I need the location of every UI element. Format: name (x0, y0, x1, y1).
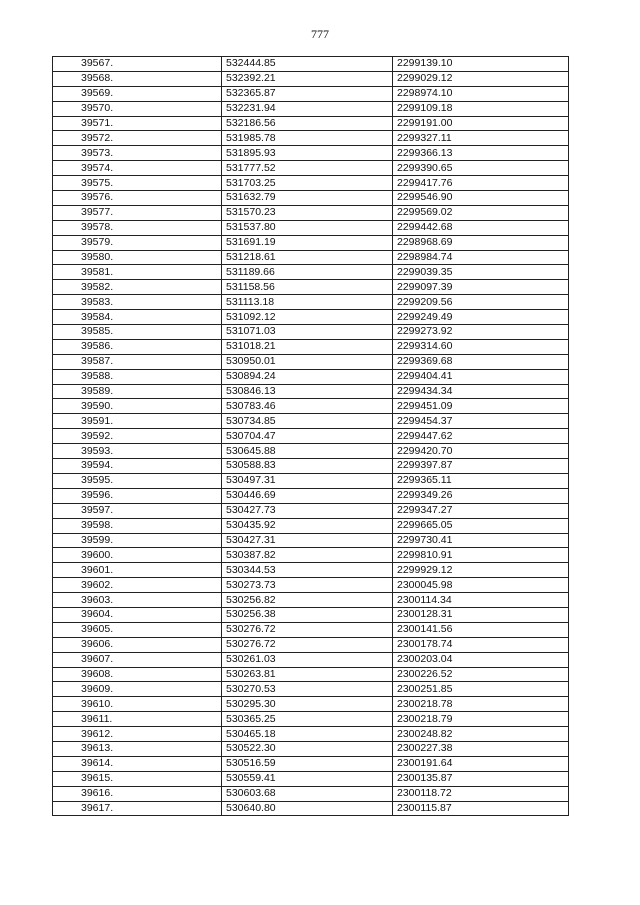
y-coordinate-cell: 2299451.09 (393, 399, 569, 414)
x-coordinate-cell: 530950.01 (222, 354, 393, 369)
x-coordinate-cell: 530783.46 (222, 399, 393, 414)
x-coordinate-cell: 530603.68 (222, 786, 393, 801)
table-row (53, 622, 569, 637)
point-number-cell: 39577. (53, 205, 222, 220)
y-coordinate-cell: 2299665.05 (393, 518, 569, 533)
y-coordinate-cell: 2299569.02 (393, 205, 569, 220)
y-coordinate-cell: 2299420.70 (393, 444, 569, 459)
y-coordinate-cell: 2300115.87 (393, 801, 569, 816)
x-coordinate-cell: 530365.25 (222, 712, 393, 727)
point-number-cell: 39587. (53, 354, 222, 369)
point-number-cell: 39572. (53, 131, 222, 146)
y-coordinate-cell: 2299029.12 (393, 71, 569, 86)
x-coordinate-cell: 531703.25 (222, 176, 393, 191)
x-coordinate-cell: 531092.12 (222, 310, 393, 325)
y-coordinate-cell: 2299349.26 (393, 488, 569, 503)
table-row (53, 667, 569, 682)
table-row (53, 503, 569, 518)
table-row (53, 384, 569, 399)
y-coordinate-cell: 2300114.34 (393, 593, 569, 608)
point-number-cell: 39571. (53, 116, 222, 131)
x-coordinate-cell: 530465.18 (222, 727, 393, 742)
y-coordinate-cell: 2299434.34 (393, 384, 569, 399)
table-row (53, 444, 569, 459)
point-number-cell: 39596. (53, 488, 222, 503)
point-number-cell: 39585. (53, 325, 222, 340)
point-number-cell: 39609. (53, 682, 222, 697)
table-row (53, 369, 569, 384)
y-coordinate-cell: 2299039.35 (393, 265, 569, 280)
x-coordinate-cell: 531189.66 (222, 265, 393, 280)
point-number-cell: 39606. (53, 637, 222, 652)
point-number-cell: 39599. (53, 533, 222, 548)
point-number-cell: 39589. (53, 384, 222, 399)
point-number-cell: 39581. (53, 265, 222, 280)
y-coordinate-cell: 2300191.64 (393, 756, 569, 771)
point-number-cell: 39582. (53, 280, 222, 295)
table-row (53, 265, 569, 280)
y-coordinate-cell: 2299365.11 (393, 473, 569, 488)
point-number-cell: 39579. (53, 235, 222, 250)
table-row (53, 488, 569, 503)
y-coordinate-cell: 2299390.65 (393, 161, 569, 176)
point-number-cell: 39567. (53, 57, 222, 72)
y-coordinate-cell: 2300218.79 (393, 712, 569, 727)
y-coordinate-cell: 2300226.52 (393, 667, 569, 682)
table-row (53, 414, 569, 429)
point-number-cell: 39601. (53, 563, 222, 578)
table-row (53, 786, 569, 801)
point-number-cell: 39608. (53, 667, 222, 682)
table-row (53, 548, 569, 563)
table-row (53, 801, 569, 816)
x-coordinate-cell: 530295.30 (222, 697, 393, 712)
y-coordinate-cell: 2299929.12 (393, 563, 569, 578)
x-coordinate-cell: 532186.56 (222, 116, 393, 131)
y-coordinate-cell: 2299447.62 (393, 429, 569, 444)
x-coordinate-cell: 532365.87 (222, 86, 393, 101)
table-row (53, 682, 569, 697)
table-row (53, 295, 569, 310)
table-row (53, 607, 569, 622)
table-row (53, 473, 569, 488)
point-number-cell: 39578. (53, 220, 222, 235)
table-row (53, 71, 569, 86)
table-row (53, 533, 569, 548)
x-coordinate-cell: 530427.73 (222, 503, 393, 518)
table-row (53, 131, 569, 146)
point-number-cell: 39597. (53, 503, 222, 518)
x-coordinate-cell: 532444.85 (222, 57, 393, 72)
table-row (53, 146, 569, 161)
x-coordinate-cell: 530344.53 (222, 563, 393, 578)
point-number-cell: 39584. (53, 310, 222, 325)
table-row (53, 86, 569, 101)
table-row (53, 310, 569, 325)
x-coordinate-cell: 530497.31 (222, 473, 393, 488)
y-coordinate-cell: 2299442.68 (393, 220, 569, 235)
point-number-cell: 39592. (53, 429, 222, 444)
y-coordinate-cell: 2299404.41 (393, 369, 569, 384)
point-number-cell: 39573. (53, 146, 222, 161)
point-number-cell: 39617. (53, 801, 222, 816)
table-row (53, 235, 569, 250)
table-row (53, 637, 569, 652)
y-coordinate-cell: 2299546.90 (393, 191, 569, 206)
point-number-cell: 39575. (53, 176, 222, 191)
coordinates-table (52, 56, 569, 816)
point-number-cell: 39594. (53, 459, 222, 474)
y-coordinate-cell: 2299454.37 (393, 414, 569, 429)
table-row (53, 459, 569, 474)
point-number-cell: 39613. (53, 741, 222, 756)
x-coordinate-cell: 530894.24 (222, 369, 393, 384)
y-coordinate-cell: 2300118.72 (393, 786, 569, 801)
y-coordinate-cell: 2299191.00 (393, 116, 569, 131)
x-coordinate-cell: 531777.52 (222, 161, 393, 176)
y-coordinate-cell: 2299417.76 (393, 176, 569, 191)
table-row (53, 741, 569, 756)
table-row (53, 727, 569, 742)
table-row (53, 176, 569, 191)
x-coordinate-cell: 530435.92 (222, 518, 393, 533)
table-row (53, 250, 569, 265)
y-coordinate-cell: 2299810.91 (393, 548, 569, 563)
y-coordinate-cell: 2299209.56 (393, 295, 569, 310)
y-coordinate-cell: 2300178.74 (393, 637, 569, 652)
y-coordinate-cell: 2299314.60 (393, 339, 569, 354)
point-number-cell: 39612. (53, 727, 222, 742)
y-coordinate-cell: 2300218.78 (393, 697, 569, 712)
x-coordinate-cell: 530427.31 (222, 533, 393, 548)
table-row (53, 161, 569, 176)
x-coordinate-cell: 530256.82 (222, 593, 393, 608)
table-row (53, 756, 569, 771)
y-coordinate-cell: 2300045.98 (393, 578, 569, 593)
point-number-cell: 39580. (53, 250, 222, 265)
point-number-cell: 39616. (53, 786, 222, 801)
page-number: 777 (311, 27, 329, 41)
y-coordinate-cell: 2298984.74 (393, 250, 569, 265)
table-row (53, 280, 569, 295)
x-coordinate-cell: 531570.23 (222, 205, 393, 220)
y-coordinate-cell: 2299273.92 (393, 325, 569, 340)
point-number-cell: 39569. (53, 86, 222, 101)
x-coordinate-cell: 530559.41 (222, 771, 393, 786)
table-row (53, 652, 569, 667)
point-number-cell: 39607. (53, 652, 222, 667)
x-coordinate-cell: 530516.59 (222, 756, 393, 771)
point-number-cell: 39614. (53, 756, 222, 771)
point-number-cell: 39598. (53, 518, 222, 533)
x-coordinate-cell: 530256.38 (222, 607, 393, 622)
table-row (53, 354, 569, 369)
x-coordinate-cell: 530588.83 (222, 459, 393, 474)
x-coordinate-cell: 531895.93 (222, 146, 393, 161)
point-number-cell: 39583. (53, 295, 222, 310)
y-coordinate-cell: 2299397.87 (393, 459, 569, 474)
x-coordinate-cell: 530276.72 (222, 637, 393, 652)
x-coordinate-cell: 531113.18 (222, 295, 393, 310)
x-coordinate-cell: 530387.82 (222, 548, 393, 563)
x-coordinate-cell: 531071.03 (222, 325, 393, 340)
point-number-cell: 39591. (53, 414, 222, 429)
point-number-cell: 39586. (53, 339, 222, 354)
y-coordinate-cell: 2300227.38 (393, 741, 569, 756)
point-number-cell: 39611. (53, 712, 222, 727)
point-number-cell: 39568. (53, 71, 222, 86)
x-coordinate-cell: 532231.94 (222, 101, 393, 116)
x-coordinate-cell: 531691.19 (222, 235, 393, 250)
y-coordinate-cell: 2299347.27 (393, 503, 569, 518)
table-row (53, 57, 569, 72)
point-number-cell: 39593. (53, 444, 222, 459)
x-coordinate-cell: 531018.21 (222, 339, 393, 354)
point-number-cell: 39574. (53, 161, 222, 176)
y-coordinate-cell: 2300251.85 (393, 682, 569, 697)
x-coordinate-cell: 530734.85 (222, 414, 393, 429)
point-number-cell: 39590. (53, 399, 222, 414)
y-coordinate-cell: 2299139.10 (393, 57, 569, 72)
point-number-cell: 39602. (53, 578, 222, 593)
table-row (53, 399, 569, 414)
table-row (53, 116, 569, 131)
y-coordinate-cell: 2300128.31 (393, 607, 569, 622)
point-number-cell: 39603. (53, 593, 222, 608)
table-row (53, 518, 569, 533)
point-number-cell: 39600. (53, 548, 222, 563)
point-number-cell: 39570. (53, 101, 222, 116)
table-row (53, 101, 569, 116)
table-row (53, 191, 569, 206)
y-coordinate-cell: 2298968.69 (393, 235, 569, 250)
table-row (53, 339, 569, 354)
x-coordinate-cell: 530446.69 (222, 488, 393, 503)
x-coordinate-cell: 530645.88 (222, 444, 393, 459)
coordinates-table-body (53, 57, 569, 816)
x-coordinate-cell: 530704.47 (222, 429, 393, 444)
x-coordinate-cell: 531218.61 (222, 250, 393, 265)
y-coordinate-cell: 2299327.11 (393, 131, 569, 146)
table-row (53, 771, 569, 786)
y-coordinate-cell: 2299369.68 (393, 354, 569, 369)
table-row (53, 429, 569, 444)
table-row (53, 220, 569, 235)
x-coordinate-cell: 530846.13 (222, 384, 393, 399)
table-row (53, 205, 569, 220)
table-row (53, 712, 569, 727)
x-coordinate-cell: 530522.30 (222, 741, 393, 756)
point-number-cell: 39576. (53, 191, 222, 206)
point-number-cell: 39588. (53, 369, 222, 384)
x-coordinate-cell: 530270.53 (222, 682, 393, 697)
x-coordinate-cell: 531632.79 (222, 191, 393, 206)
y-coordinate-cell: 2299097.39 (393, 280, 569, 295)
x-coordinate-cell: 532392.21 (222, 71, 393, 86)
table-row (53, 325, 569, 340)
table-row (53, 563, 569, 578)
table-row (53, 697, 569, 712)
table-row (53, 578, 569, 593)
y-coordinate-cell: 2300203.04 (393, 652, 569, 667)
x-coordinate-cell: 530276.72 (222, 622, 393, 637)
y-coordinate-cell: 2298974.10 (393, 86, 569, 101)
x-coordinate-cell: 530263.81 (222, 667, 393, 682)
y-coordinate-cell: 2300141.56 (393, 622, 569, 637)
x-coordinate-cell: 531158.56 (222, 280, 393, 295)
y-coordinate-cell: 2299109.18 (393, 101, 569, 116)
x-coordinate-cell: 530273.73 (222, 578, 393, 593)
x-coordinate-cell: 530640.80 (222, 801, 393, 816)
point-number-cell: 39604. (53, 607, 222, 622)
x-coordinate-cell: 530261.03 (222, 652, 393, 667)
point-number-cell: 39595. (53, 473, 222, 488)
y-coordinate-cell: 2299366.13 (393, 146, 569, 161)
table-row (53, 593, 569, 608)
y-coordinate-cell: 2300135.87 (393, 771, 569, 786)
y-coordinate-cell: 2299249.49 (393, 310, 569, 325)
x-coordinate-cell: 531537.80 (222, 220, 393, 235)
y-coordinate-cell: 2300248.82 (393, 727, 569, 742)
y-coordinate-cell: 2299730.41 (393, 533, 569, 548)
point-number-cell: 39610. (53, 697, 222, 712)
point-number-cell: 39615. (53, 771, 222, 786)
x-coordinate-cell: 531985.78 (222, 131, 393, 146)
point-number-cell: 39605. (53, 622, 222, 637)
